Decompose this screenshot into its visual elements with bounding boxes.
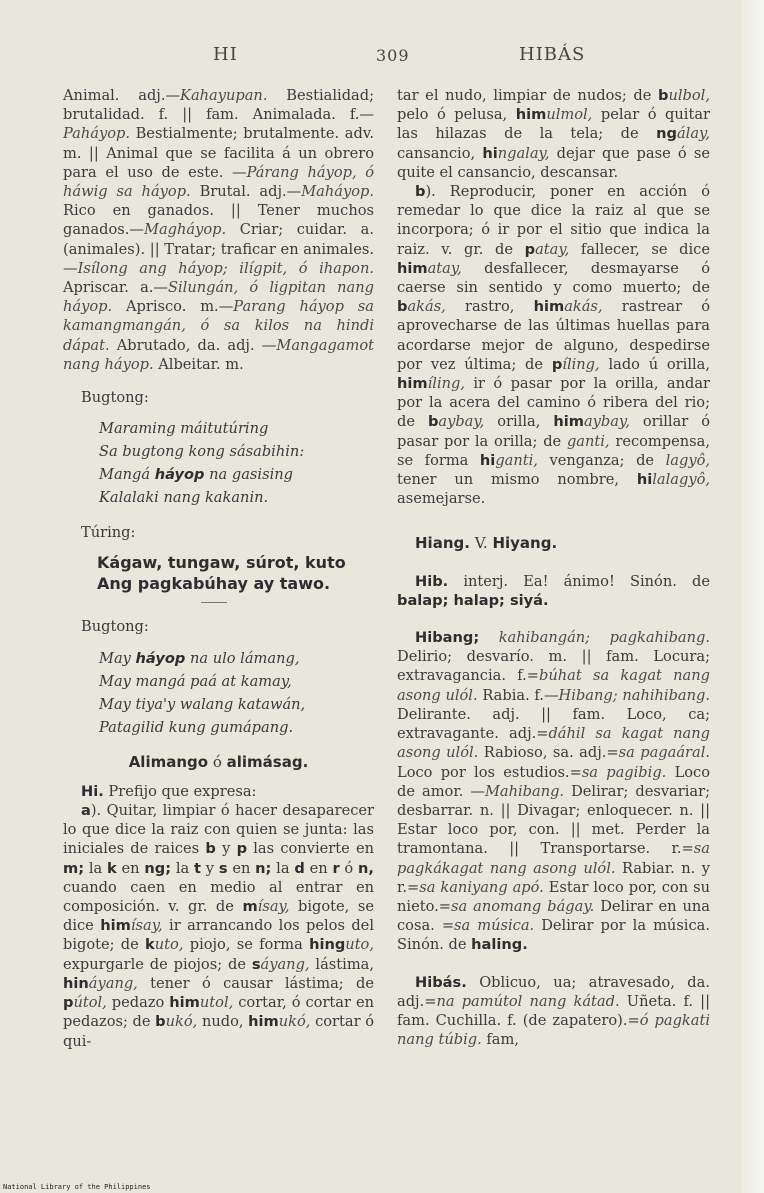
- entry-hi-sense-a: [63, 801, 374, 1051]
- text-run: Animal. adj.—: [63, 87, 181, 104]
- entry-hibang: [397, 628, 710, 954]
- text-run: Mahibang.: [484, 782, 565, 800]
- text-run: útol,: [73, 994, 107, 1012]
- text-run: him: [553, 413, 584, 431]
- text-run: Delirante. adj. || fam. Loco, ca; extravagante. adj.=: [397, 705, 710, 743]
- text-run: ísay,: [257, 898, 290, 916]
- text-run: cortar, ó cortar en pedazos; de: [63, 994, 374, 1031]
- verse-line: [99, 647, 374, 670]
- text-run: lástima,: [309, 955, 374, 973]
- text-run: him: [248, 1013, 279, 1031]
- verse-line: [99, 463, 374, 486]
- text-run: bigote, se dice: [63, 898, 374, 935]
- text-run: t: [194, 859, 201, 877]
- verse-line: [99, 417, 374, 440]
- entry-hi-continued: [397, 86, 710, 182]
- text-run: n,: [358, 859, 374, 877]
- text-run: him: [169, 994, 200, 1012]
- text-run: s: [218, 859, 228, 877]
- text-run: b: [205, 840, 216, 858]
- text-run: orilla,: [484, 413, 554, 431]
- text-run: desfallecer, desmayarse ó caerse sin sentido y como muerto; de: [397, 259, 710, 297]
- text-run: Albeitar. m.: [153, 355, 244, 373]
- text-run: Hibang; nahihibang.: [558, 686, 711, 704]
- text-run: tener un mismo nombre,: [397, 471, 637, 489]
- left-column: [63, 86, 374, 1051]
- bugtong-label-1: Bugtong:: [81, 389, 149, 407]
- text-run: sa kaniyang apó.: [419, 878, 544, 896]
- text-run: piojo, se forma: [183, 936, 310, 954]
- answer-line: Ang pagkabúhay ay tawo.: [97, 574, 331, 594]
- text-run: tar el nudo, limpiar de nudos; de: [397, 87, 659, 104]
- text-run: y: [215, 840, 237, 858]
- text-run: Apriscar. a.—: [63, 279, 168, 297]
- text-run: Párang háyop, ó háwig sa háyop.: [63, 163, 374, 201]
- text-run: b: [415, 183, 426, 201]
- text-run: dáhil sa kagat nang asong ulól.: [397, 725, 710, 762]
- text-run: sa anomang bágay.: [450, 897, 595, 915]
- text-run: Delirar; desvariar; desbarrar. n. || Divagar; enloquecer. n. || Estar loco por, con. || met. Perder la tramontana. || Transportarse. r.=: [397, 782, 710, 858]
- text-run: Maháyop.: [301, 183, 374, 201]
- text-run: Rabioso, sa. adj.=: [478, 744, 619, 762]
- text-run: sa pagibig.: [581, 763, 667, 781]
- text-run: p: [524, 240, 536, 258]
- text-run: ukó,: [165, 1013, 198, 1031]
- text-run: lado ú orilla,: [599, 355, 711, 373]
- text-run: asemejarse.: [397, 490, 486, 508]
- text-run: íling,: [427, 375, 465, 393]
- text-run: expurgarle de piojos; de: [63, 955, 252, 973]
- text-run: en: [227, 859, 256, 877]
- text-run: b: [397, 298, 408, 316]
- text-run: ganti,: [495, 451, 538, 469]
- text-run: ukó,: [278, 1013, 311, 1031]
- text-run: atay,: [535, 240, 570, 258]
- text-run: Silungán, ó ligpitan nang háyop.: [63, 279, 374, 316]
- text-run: cuando caen en medio al entrar en composición. v. gr. de: [63, 878, 374, 916]
- header-left: HI: [213, 44, 238, 65]
- text-run: b: [658, 87, 669, 104]
- text-run: b: [155, 1013, 166, 1031]
- text-run: rastro,: [445, 298, 534, 316]
- text-run: Delirar en una cosa. =: [397, 897, 710, 935]
- text-run: p: [551, 355, 563, 373]
- text-run: Rabia. f.—: [477, 686, 559, 704]
- text-run: cansancio,: [397, 144, 483, 162]
- text-run: ulmol,: [546, 106, 593, 124]
- text-run: sa pagkákagat nang asong ulól.: [397, 840, 710, 877]
- text-run: áyang,: [88, 974, 138, 992]
- answer-line: Kágaw, tungaw, súrot, kuto: [97, 553, 346, 573]
- turing-label: Túring:: [81, 524, 136, 542]
- text-run: hing: [309, 936, 346, 954]
- riddle-verse-2: [99, 647, 374, 739]
- text-run: áyang,: [260, 955, 310, 973]
- text-run: Bestialidad; brutalidad. f. || fam. Animalada. f.—: [63, 87, 374, 124]
- text-run: ó: [339, 859, 359, 877]
- text-run: fam,: [481, 1031, 519, 1049]
- text-run: venganza; de: [537, 451, 666, 469]
- text-run: s: [251, 955, 261, 973]
- text-run: May tiya'y walang katawán,: [99, 695, 306, 713]
- text-run: d: [294, 859, 305, 877]
- text-run: tener ó causar lástima; de: [137, 974, 374, 992]
- text-run: uto,: [154, 936, 184, 954]
- text-run: b: [427, 413, 439, 431]
- text-run: hin: [63, 974, 89, 992]
- text-run: lagyô,: [665, 451, 710, 469]
- text-run: p: [63, 994, 74, 1012]
- text-run: Alimango: [128, 752, 209, 771]
- text-run: a: [81, 802, 91, 820]
- text-run: alimásag.: [226, 752, 309, 771]
- text-run: na ulo lámang,: [185, 649, 300, 667]
- text-run: interj. Ea! ánimo! Sinón. de: [448, 572, 710, 590]
- verse-line: [99, 716, 374, 739]
- text-run: kahibangán; pagkahibang.: [498, 629, 711, 647]
- text-run: balap; halap; siyá.: [397, 591, 549, 609]
- text-run: Mangagamot nang háyop.: [63, 336, 374, 373]
- text-run: ngalay,: [497, 144, 550, 162]
- cross-reference-hiang: [415, 534, 710, 553]
- text-run: Bestialmente; brutalmente. adv. m. || Animal que se facilita á un obrero para el uso de este. —: [63, 125, 374, 181]
- text-run: Sa bugtong kong sásabihin:: [99, 443, 305, 461]
- text-run: haling.: [471, 936, 528, 954]
- text-run: Aprisco. m.—: [112, 298, 234, 316]
- text-run: ir ó pasar por la orilla, andar por la acera del camino ó ribera del rio; de: [397, 375, 710, 431]
- text-run: Hib.: [415, 572, 449, 590]
- text-run: pedazo: [106, 994, 170, 1012]
- text-run: Maraming máitutúring: [99, 420, 269, 438]
- text-run: May mangá paá at kamay,: [99, 672, 292, 690]
- text-run: him: [515, 106, 547, 124]
- text-run: íling,: [562, 355, 600, 373]
- text-run: akás,: [407, 298, 446, 316]
- text-run: Delirar por la música. Sinón. de: [397, 917, 710, 954]
- text-run: ulbol,: [668, 87, 710, 104]
- text-run: Uñeta. f. || fam. Cuchilla. f. (de zapatero).=: [397, 992, 711, 1029]
- text-run: hi: [636, 471, 653, 489]
- text-run: [479, 629, 499, 646]
- text-run: Magháyop.: [144, 221, 227, 239]
- text-run: Paháyop.: [63, 125, 130, 143]
- text-run: utol,: [199, 994, 234, 1012]
- text-run: dejar que pase ó se quite el cansancio, descansar.: [397, 144, 710, 181]
- text-run: Criar; cuidar. a. (animales). || Tratar; traficar en animales.—: [63, 221, 374, 277]
- text-run: V.: [469, 534, 493, 553]
- text-run: Isílong ang háyop; ilígpit, ó ihapon.: [77, 259, 374, 277]
- entry-hi-sense-b: [397, 182, 710, 508]
- text-run: na gasising: [204, 466, 293, 484]
- text-run: lalagyô,: [652, 471, 710, 489]
- text-run: Prefijo que expresa:: [103, 782, 257, 800]
- riddle-verse-1: [99, 417, 374, 509]
- text-run: Hibás.: [415, 973, 467, 991]
- text-run: Patagilid kung gumápang.: [99, 718, 294, 736]
- text-run: sa música.: [454, 917, 535, 935]
- text-run: Hibang;: [415, 629, 480, 647]
- text-run: May: [99, 649, 136, 667]
- verse-line: [99, 440, 374, 463]
- text-run: Rico en ganados. || Tener muchos ganados.—: [63, 202, 374, 239]
- text-run: k: [107, 859, 117, 877]
- text-run: aybay,: [438, 413, 485, 431]
- text-run: las convierte en: [247, 840, 374, 858]
- text-run: m;: [63, 859, 85, 877]
- entry-hayop-continued: [63, 86, 374, 374]
- text-run: la: [171, 859, 195, 877]
- text-run: Kalalaki nang kakanin.: [99, 489, 269, 507]
- text-run: álay,: [676, 125, 710, 143]
- text-run: háyop: [154, 466, 205, 484]
- text-run: háyop: [135, 649, 186, 667]
- entry-hi: [63, 782, 374, 801]
- text-run: Loco por los estudios.=: [397, 763, 582, 781]
- text-run: k: [145, 936, 155, 954]
- text-run: la: [84, 859, 108, 877]
- cross-reference-alimango: [63, 753, 374, 772]
- text-run: en: [304, 859, 333, 877]
- text-run: búhat sa kagat nang asong ulól.: [397, 667, 710, 704]
- text-run: Mangá: [99, 466, 155, 484]
- text-run: ganti,: [566, 432, 610, 450]
- verse-line: [99, 693, 374, 716]
- text-run: y: [201, 859, 219, 877]
- text-run: aybay,: [583, 413, 630, 431]
- verse-line: [99, 486, 374, 509]
- text-run: sa pagaáral.: [618, 744, 710, 762]
- text-run: Kahayupan.: [180, 87, 268, 104]
- text-run: him: [397, 375, 428, 393]
- text-run: Hiang.: [415, 534, 470, 553]
- text-run: en: [116, 859, 145, 877]
- text-run: rastrear ó aprovecharse de las últimas huellas para acordarse mejor de alguno, despedirse por vez última; de: [397, 298, 710, 373]
- text-run: akás,: [564, 298, 603, 316]
- text-run: Brutal. adj.—: [190, 183, 302, 201]
- bugtong-label-2: Bugtong:: [81, 618, 149, 636]
- text-run: him: [100, 917, 131, 935]
- text-run: fallecer, se dice: [569, 240, 710, 258]
- riddle-answer: [97, 552, 374, 594]
- library-credit: National Library of the Philippines: [3, 1183, 151, 1191]
- text-run: him: [533, 298, 565, 316]
- text-run: Rabiar. n. y r.=: [397, 859, 710, 896]
- entry-hibas: [397, 973, 710, 1050]
- text-run: ng;: [144, 859, 172, 877]
- text-run: r: [332, 859, 340, 877]
- text-run: nudo,: [197, 1013, 249, 1031]
- text-run: pelar ó quitar las hilazas de la tela; de: [397, 106, 710, 143]
- header-right: HIBÁS: [519, 44, 586, 65]
- text-run: recompensa, se forma: [397, 432, 710, 469]
- text-run: Oblicuo, ua; atravesado, da. adj.=: [397, 973, 710, 1010]
- text-run: atay,: [427, 259, 462, 277]
- text-run: ó pagkati nang túbig.: [397, 1011, 710, 1049]
- text-run: ó: [208, 752, 227, 771]
- text-run: him: [397, 259, 428, 277]
- text-run: p: [236, 840, 248, 858]
- verse-line: [99, 670, 374, 693]
- text-run: pelo ó pelusa,: [397, 106, 516, 124]
- text-run: ). Reproducir, poner en acción ó remedar lo que dice la raiz al que se incorpora; ó ir por el sitio que indica la raiz. v. gr. de: [397, 183, 710, 258]
- text-run: m: [242, 898, 258, 916]
- text-run: ng: [656, 125, 677, 143]
- text-run: hi: [479, 451, 496, 469]
- text-run: Estar loco por, con su nieto.=: [397, 878, 710, 915]
- text-run: Loco de amor. —: [397, 763, 711, 800]
- text-run: na pamútol nang kátad.: [436, 992, 620, 1010]
- text-run: orillar ó pasar por la orilla; de: [397, 413, 710, 450]
- separator-dash: [201, 602, 227, 603]
- text-run: ). Quitar, limpiar ó hacer desaparecer lo que dice la raiz con quien se junta: las iniciales de raices: [63, 802, 374, 858]
- text-run: ir arrancando los pelos del bigote; de: [63, 917, 374, 954]
- text-run: Delirio; desvarío. m. || fam. Locura; extravagancia. f.=: [397, 648, 710, 685]
- text-run: Hiyang.: [492, 534, 558, 553]
- text-run: hi: [482, 144, 498, 162]
- page-number: 309: [376, 46, 410, 65]
- text-run: Abrutado, da. adj. —: [109, 336, 277, 354]
- text-run: Parang háyop sa kamangmangán, ó sa kilos na hindi dápat.: [63, 298, 374, 354]
- text-run: uto,: [345, 936, 374, 954]
- text-run: cortar ó qui-: [63, 1013, 374, 1050]
- entry-hib: [397, 572, 710, 610]
- text-run: n;: [255, 859, 272, 877]
- page-edge: [742, 0, 764, 1193]
- right-column: [397, 86, 710, 1049]
- text-run: ísay,: [130, 917, 163, 935]
- text-run: la: [271, 859, 295, 877]
- text-run: Hi.: [81, 782, 104, 800]
